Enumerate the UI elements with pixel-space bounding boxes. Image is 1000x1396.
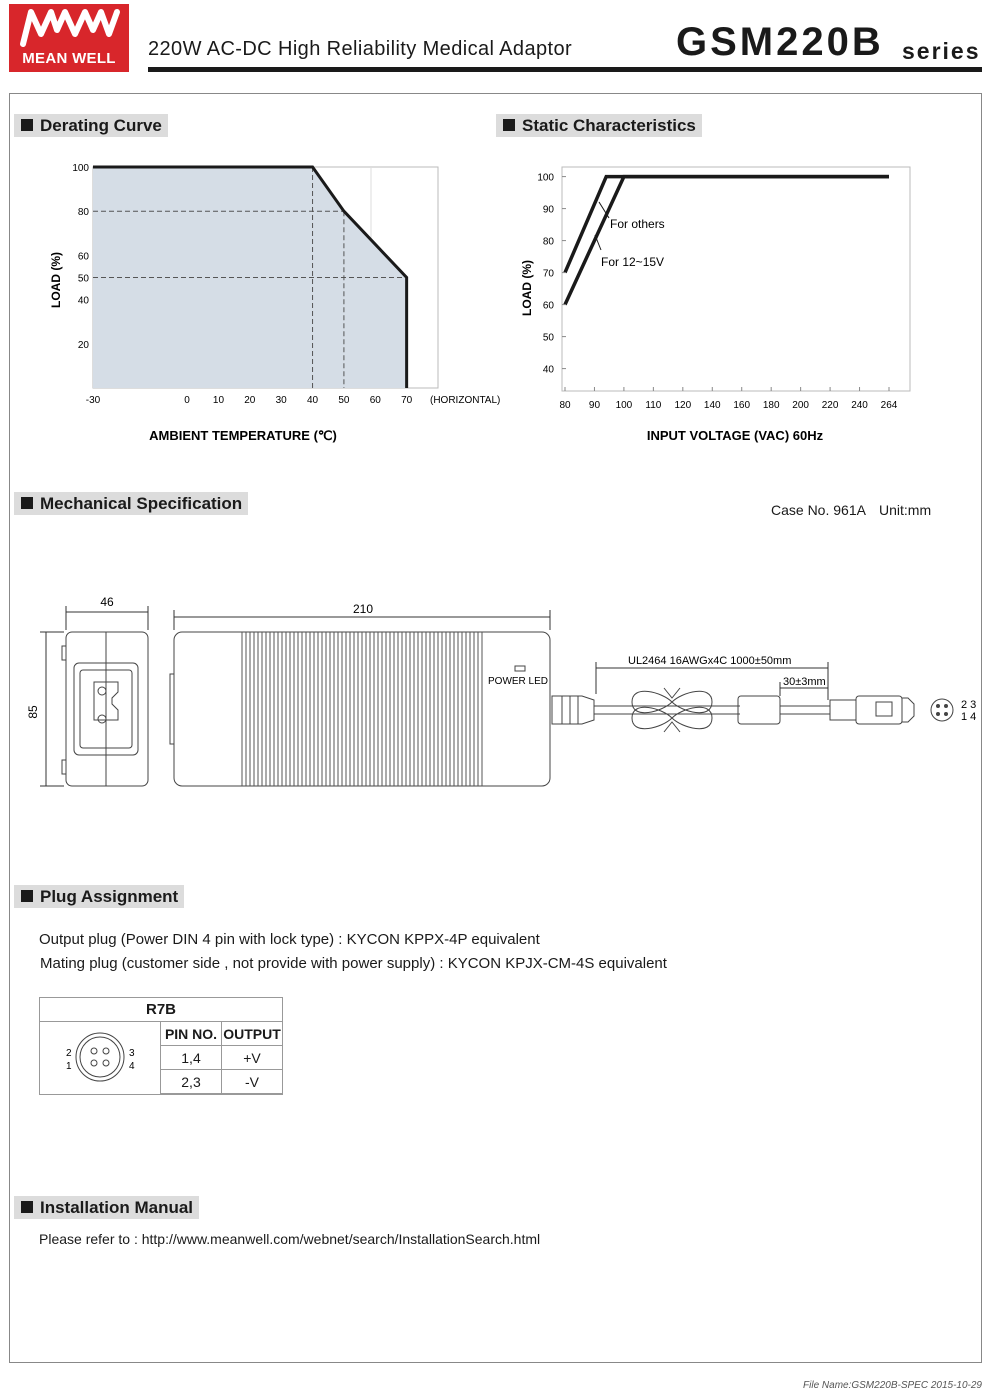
dim-height-label: 85 — [26, 705, 40, 719]
pin-labels-bottom: 1 4 — [961, 711, 977, 723]
unit-label: Unit:mm — [879, 502, 932, 518]
table-row — [161, 1046, 283, 1070]
output-cell: -V — [222, 1070, 283, 1094]
adaptor-side-view — [62, 632, 148, 786]
static-y-tick: 90 — [542, 204, 554, 216]
static-y-tick: 50 — [542, 332, 554, 344]
cable-assembly — [552, 688, 953, 732]
static-x-tick: 160 — [733, 400, 751, 411]
pin-table-title: R7B — [40, 998, 282, 1022]
static-12-15v-line — [565, 177, 889, 305]
adaptor-top-view — [170, 632, 550, 786]
mechanical-title: Mechanical Specification — [14, 492, 248, 515]
static-x-tick: 120 — [674, 400, 692, 411]
connector-pins — [936, 704, 948, 716]
din-plug-outline-icon — [76, 1033, 124, 1081]
static-y-tick: 60 — [542, 300, 554, 312]
derating-y-tick: 50 — [77, 273, 89, 285]
din-pin-icons — [91, 1048, 109, 1066]
pin-2-label: 2 — [66, 1048, 72, 1059]
static-callout-12-15v — [595, 235, 601, 250]
derating-x-tick: 0 — [184, 395, 190, 406]
static-x-tick: 200 — [792, 400, 809, 411]
ferrite-distance-label: 30±3mm — [783, 676, 826, 688]
pin-table — [160, 1021, 283, 1094]
output-cell: +V — [222, 1046, 283, 1070]
derating-y-tick: 80 — [77, 207, 89, 219]
derating-chart — [40, 160, 510, 460]
power-led-icon — [515, 666, 525, 671]
derating-x-tick: -30 — [85, 395, 101, 406]
derating-x-tick: 70 — [401, 395, 413, 406]
static-x-tick: 90 — [588, 400, 601, 411]
plug-title: Plug Assignment — [14, 885, 184, 908]
logo-mark-icon — [9, 4, 129, 50]
static-xlabel: INPUT VOLTAGE (VAC) 60Hz — [646, 428, 824, 443]
pin-3-label: 3 — [129, 1048, 135, 1059]
static-x-tick: 100 — [615, 400, 633, 411]
dim-length-label: 210 — [352, 602, 374, 616]
pin-1-label: 1 — [66, 1061, 72, 1072]
static-y-tick: 70 — [542, 268, 554, 280]
mating-plug-text: Mating plug (customer side , not provide with power supply) : KYCON KPJX-CM-4S equivalent — [40, 955, 667, 972]
pin-cell: 2,3 — [161, 1070, 222, 1094]
static-legend-others: For others — [610, 217, 665, 231]
case-number: Case No. 961A — [771, 502, 866, 518]
table-row — [161, 1070, 283, 1094]
logo-text: MEAN WELL — [22, 50, 116, 67]
install-title: Installation Manual — [14, 1196, 199, 1219]
derating-x-tick: 60 — [369, 395, 381, 406]
derating-title: Derating Curve — [14, 114, 168, 137]
pin-diagram — [40, 1021, 160, 1094]
derating-x-tick: 20 — [244, 395, 256, 406]
cable-spec-label: UL2464 16AWGx4C 1000±50mm — [628, 655, 792, 667]
derating-x-tick: 10 — [212, 395, 225, 406]
static-chart — [515, 160, 945, 460]
derating-x-tick: 40 — [306, 395, 319, 406]
install-link-text[interactable]: Please refer to : http://www.meanwell.com/webnet/search/InstallationSearch.html — [39, 1231, 541, 1247]
derating-y-tick: 40 — [77, 295, 89, 307]
model-name: GSM220B — [676, 20, 884, 64]
static-legend-12-15v: For 12~15V — [601, 255, 665, 269]
header-rule — [148, 67, 982, 72]
static-y-tick: 40 — [542, 364, 554, 376]
static-x-tick: 220 — [821, 400, 839, 411]
pin-4-label: 4 — [129, 1061, 135, 1072]
derating-y-tick: 100 — [72, 163, 89, 174]
pin-labels-top: 2 3 — [961, 699, 977, 711]
mechanical-drawing — [20, 590, 985, 800]
static-x-tick: 264 — [880, 400, 898, 411]
derating-x-note: (HORIZONTAL) — [430, 395, 501, 406]
pin-cell: 1,4 — [161, 1046, 222, 1070]
static-x-tick: 110 — [645, 400, 662, 411]
static-title: Static Characteristics — [496, 114, 702, 137]
pin-table-box — [39, 997, 283, 1095]
dim-width-label: 46 — [100, 595, 114, 609]
static-y-tick: 80 — [542, 236, 554, 248]
derating-y-tick: 20 — [77, 339, 89, 351]
output-header: OUTPUT — [222, 1022, 283, 1046]
derating-y-tick: 60 — [77, 251, 89, 263]
derating-x-tick: 50 — [338, 395, 350, 406]
static-ylabel: LOAD (%) — [520, 260, 534, 316]
static-x-tick: 80 — [559, 400, 571, 411]
product-subtitle: 220W AC-DC High Reliability Medical Adaptor — [148, 38, 573, 60]
static-x-tick: 240 — [851, 400, 868, 411]
series-label: series — [902, 38, 981, 64]
derating-ylabel: LOAD (%) — [49, 252, 63, 308]
pin-no-header: PIN NO. — [161, 1022, 222, 1046]
power-led-label: POWER LED — [488, 676, 549, 687]
file-footer: File Name:GSM220B-SPEC 2015-10-29 — [803, 1380, 982, 1391]
static-y-tick: 100 — [537, 172, 554, 184]
output-plug-text: Output plug (Power DIN 4 pin with lock type) : KYCON KPPX-4P equivalent — [39, 931, 540, 948]
derating-xlabel: AMBIENT TEMPERATURE (℃) — [149, 428, 337, 443]
heatsink-fins — [242, 632, 482, 786]
static-x-tick: 180 — [762, 400, 780, 411]
derating-x-tick: 30 — [275, 395, 287, 406]
static-x-tick: 140 — [703, 400, 721, 411]
